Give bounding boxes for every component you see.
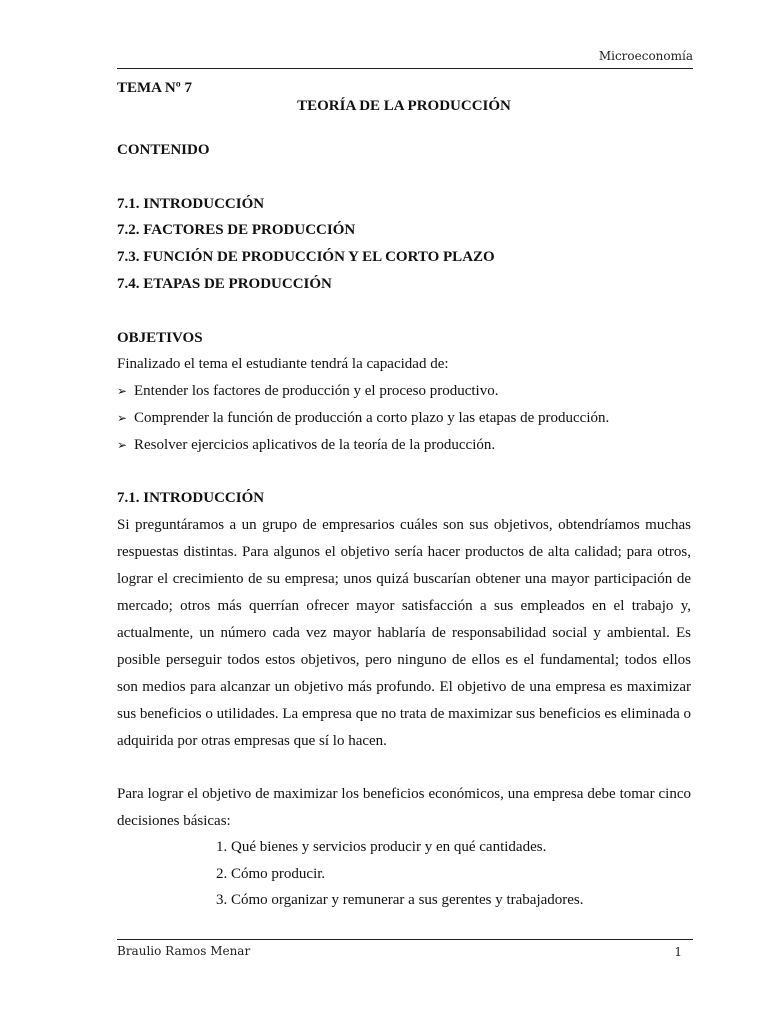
contenido-item: 7.1. INTRODUCCIÓN [117,196,265,212]
decision-item: 2. Cómo producir. [216,866,326,882]
objetivos-heading: OBJETIVOS [117,330,203,346]
arrow-bullet-icon: ➢ [117,411,128,425]
objetivo-bullet [117,410,609,427]
objetivo-text: Comprender la función de producción a corto plazo y las etapas de producción. [134,410,610,426]
header-subject: Microeconomía [598,49,693,63]
decision-item: 3. Cómo organizar y remunerar a sus gerentes y trabajadores. [216,892,584,908]
contenido-heading: CONTENIDO [117,142,210,158]
objetivo-text: Resolver ejercicios aplicativos de la teoría de la producción. [134,437,496,453]
arrow-bullet-icon: ➢ [117,438,128,452]
footer-author: Braulio Ramos Menar [117,944,251,958]
objetivo-bullet [117,437,495,454]
objetivo-bullet [117,383,498,400]
section-heading: 7.1. INTRODUCCIÓN [117,490,265,506]
contenido-item: 7.4. ETAPAS DE PRODUCCIÓN [117,276,332,292]
page-title: TEORÍA DE LA PRODUCCIÓN [297,98,511,114]
objetivo-text: Entender los factores de producción y el proceso productivo. [134,383,499,399]
arrow-bullet-icon: ➢ [117,384,128,398]
footer-divider [117,939,693,940]
contenido-item: 7.3. FUNCIÓN DE PRODUCCIÓN Y EL CORTO PLAZO [117,249,495,265]
intro-paragraph: Si preguntáramos a un grupo de empresarios cuáles son sus objetivos, obtendríamos muchas respuestas distintas. Para algunos el objetivo sería hacer productos de alta calidad; para otros, lograr el crecimiento de su empresa; unos quizá buscarían obtener una mayor participación de mercado; otros más querrían ofrecer mayor satisfacción a sus empleados en el trabajo y, actualmente, un número cada vez mayor hablaría de responsabilidad social y ambiental. Es posible perseguir todos estos objetivos, pero ninguno de ellos es el fundamental; todos ellos son medios para alcanzar un objetivo más profundo. El objetivo de una empresa es maximizar sus beneficios o utilidades. La empresa que no trata de maximizar sus beneficios es eliminada o adquirida por otras empresas que sí lo hacen. [117,517,691,749]
contenido-item: 7.2. FACTORES DE PRODUCCIÓN [117,222,356,238]
decisions-paragraph: Para lograr el objetivo de maximizar los beneficios económicos, una empresa debe tomar cinco decisiones básicas: [117,786,691,829]
tema-label: TEMA Nº 7 [117,80,192,96]
decision-item: 1. Qué bienes y servicios producir y en qué cantidades. [216,839,547,855]
header-divider [117,68,693,69]
page-number: 1 [674,945,682,959]
objetivos-intro: Finalizado el tema el estudiante tendrá la capacidad de: [117,356,449,372]
